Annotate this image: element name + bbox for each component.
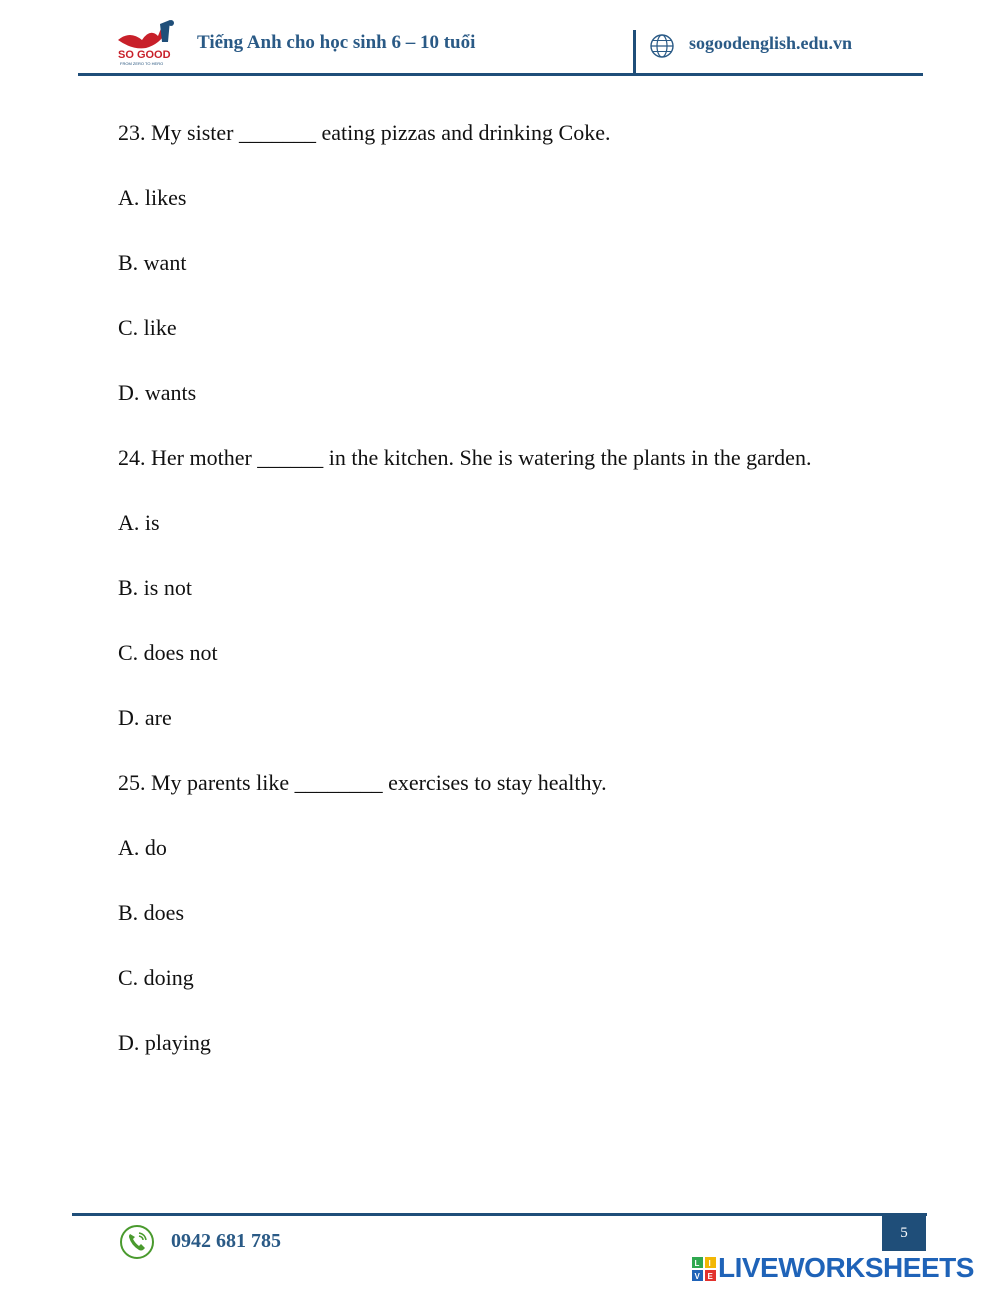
logo-letter-e: E — [707, 1272, 713, 1281]
phone-icon — [119, 1224, 155, 1260]
logo-letter-i: I — [708, 1259, 711, 1268]
globe-icon — [649, 33, 675, 59]
question-23-option-c: C. like — [118, 315, 177, 340]
question-23-option-a: A. likes — [118, 185, 187, 210]
question-23-option-b: B. want — [118, 250, 187, 275]
question-25-option-d: D. playing — [118, 1030, 211, 1055]
logo-tagline: FROM ZERO TO HERO — [120, 61, 164, 66]
logo-text: SO GOOD — [118, 49, 171, 61]
footer-rule — [72, 1213, 927, 1216]
header-site-link[interactable]: sogoodenglish.edu.vn — [689, 33, 853, 53]
question-25-option-a: A. do — [118, 835, 167, 860]
question-25-stem: 25. My parents like ________ exercises to stay healthy. — [118, 770, 607, 795]
liveworksheets-logo-icon — [692, 1257, 716, 1281]
logo-letter-l: L — [694, 1259, 700, 1268]
question-25-option-b: B. does — [118, 900, 184, 925]
liveworksheets-brand[interactable]: LIVEWORKSHEETS — [718, 1252, 974, 1283]
question-23-stem: 23. My sister _______ eating pizzas and drinking Coke. — [118, 120, 611, 145]
header-title: Tiếng Anh cho học sinh 6 – 10 tuổi — [197, 32, 476, 53]
phone-number[interactable]: 0942 681 785 — [171, 1230, 281, 1252]
logo-letter-v: V — [694, 1272, 700, 1281]
question-24-option-c: C. does not — [118, 640, 218, 665]
question-25-option-c: C. doing — [118, 965, 194, 990]
question-23-option-d: D. wants — [118, 380, 197, 405]
so-good-logo — [116, 18, 178, 68]
page-number: 5 — [882, 1215, 926, 1251]
question-24-option-a: A. is — [118, 510, 160, 535]
header-divider — [633, 30, 636, 74]
header-rule — [78, 73, 923, 76]
question-24-stem: 24. Her mother ______ in the kitchen. She is watering the plants in the garden. — [118, 445, 812, 470]
question-24-option-b: B. is not — [118, 575, 192, 600]
question-24-option-d: D. are — [118, 705, 172, 730]
